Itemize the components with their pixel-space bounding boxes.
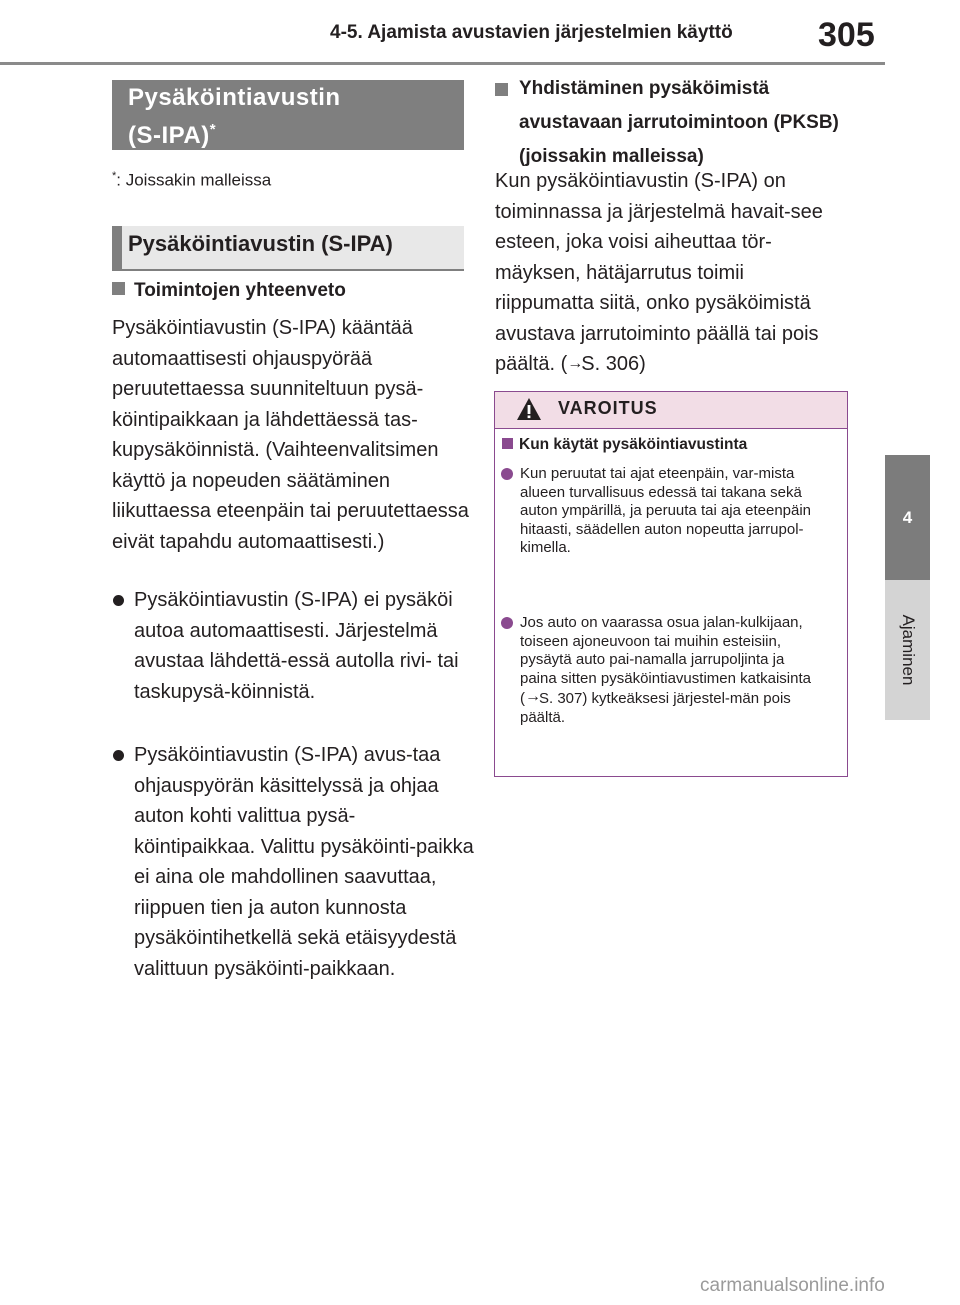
warning-title: VAROITUS — [558, 398, 658, 418]
warning-divider — [495, 428, 847, 429]
list-item — [134, 585, 474, 707]
bullet-dot-icon — [113, 595, 124, 606]
header-rule — [0, 62, 885, 65]
section-heading — [128, 82, 341, 152]
warning-item-text: Kun peruutat tai ajat eteenpäin, var-mista alueen turvallisuus edessä tai takana sekä auton ympärillä, ja peruuta tai aja eteenpäin hitaasti, säädellen auton nopeutta jarrupol-kimella. — [520, 465, 812, 556]
warning-subheading — [502, 436, 747, 454]
list-item-text: Pysäköintiavustin (S-IPA) avus-taa ohjauspyörän käsittelyssä ja ohjaa auton kohti valittua pysä-köintipaikkaa. Valittu pysäköinti-paikka ei aina ole mahdollinen saavuttaa, riippuen tien ja auton kunnosta pysäköintihetkellä sekä etäisyydestä valittuun pysäköinti-paikkaan. — [134, 744, 474, 980]
section-heading-line1: Pysäköintiavustin — [128, 84, 341, 111]
arrow-right-icon: → — [525, 688, 539, 705]
bullet-dot-icon — [113, 750, 124, 761]
footnote-text: : Joissakin malleissa — [116, 170, 272, 190]
warning-header — [495, 392, 847, 428]
page-reference[interactable]: S. 307) kytkeäksesi järjestel-män pois päältä. — [520, 690, 791, 726]
warning-item — [520, 614, 825, 727]
page-reference[interactable]: S. 306) — [581, 353, 646, 375]
overview-subheading — [112, 280, 346, 302]
pksb-paragraph-text: Kun pysäköintiavustin (S-IPA) on toiminnassa ja järjestelmä havait-see esteen, joka voisi aiheuttaa tör-mäyksen, hätäjarrutus toimii riippumatta siitä, onko pysäköimistä avustava jarrutoiminto päällä tai pois päältä. ( — [495, 170, 823, 375]
square-bullet-icon — [502, 438, 513, 449]
pksb-subheading-text: Yhdistäminen pysäköimistä avustavaan jarrutoimintoon (PKSB) (joissakin malleissa) — [519, 78, 839, 167]
square-bullet-icon — [495, 83, 508, 96]
warning-item — [520, 465, 825, 558]
chapter-label: Ajaminen — [898, 614, 918, 686]
watermark: carmanualsonline.info — [700, 1275, 885, 1296]
chapter-number: 4 — [902, 507, 913, 527]
footnote-asterisk: * — [112, 170, 117, 182]
list-item — [134, 740, 474, 984]
subsection-heading: Pysäköintiavustin (S-IPA) — [128, 231, 393, 256]
chapter-tab-number[interactable] — [885, 455, 930, 580]
overview-subheading-text: Toimintojen yhteenveto — [134, 280, 346, 301]
bullet-dot-icon — [501, 468, 513, 480]
footnote-marker: * — [209, 121, 217, 138]
warning-subheading-text: Kun käytät pysäköintiavustinta — [519, 436, 748, 453]
page-number: 305 — [818, 16, 875, 54]
warning-item-text: Jos auto on vaarassa osua jalan-kulkijaan, toiseen ajoneuvoon tai muihin esteisiin, pysäytä auto pai-namalla jarrupoljinta ja paina sitten pysäköintiavustimen katkaisinta ( — [520, 614, 811, 707]
list-item-text: Pysäköintiavustin (S-IPA) ei pysäköi autoa automaattisesti. Järjestelmä avustaa lähdettä-essä autolla rivi- tai taskupysä-köinnistä. — [134, 589, 459, 703]
section-title: 4-5. Ajamista avustavien järjestelmien käyttö — [330, 22, 733, 43]
bullet-dot-icon — [501, 617, 513, 629]
arrow-right-icon: → — [567, 355, 582, 372]
pksb-paragraph — [495, 166, 845, 380]
chapter-tab-label[interactable] — [885, 580, 930, 720]
subsection-heading-accent — [112, 226, 122, 271]
overview-paragraph: Pysäköintiavustin (S-IPA) kääntää automaattisesti ohjauspyörää peruutettaessa suunniteltuun pysä-köintipaikkaan ja lähdettäessä tas-kupysäköinnistä. (Vaihteenvalitsimen käyttö ja nopeuden säätäminen liikuttaessa eteenpäin tai peruutettaessa eivät tapahdu automaattisesti.) — [112, 317, 469, 553]
square-bullet-icon — [112, 282, 125, 295]
warning-triangle-icon — [516, 396, 542, 422]
section-heading-line2: (S-IPA) — [128, 122, 210, 149]
footnote — [112, 170, 271, 191]
